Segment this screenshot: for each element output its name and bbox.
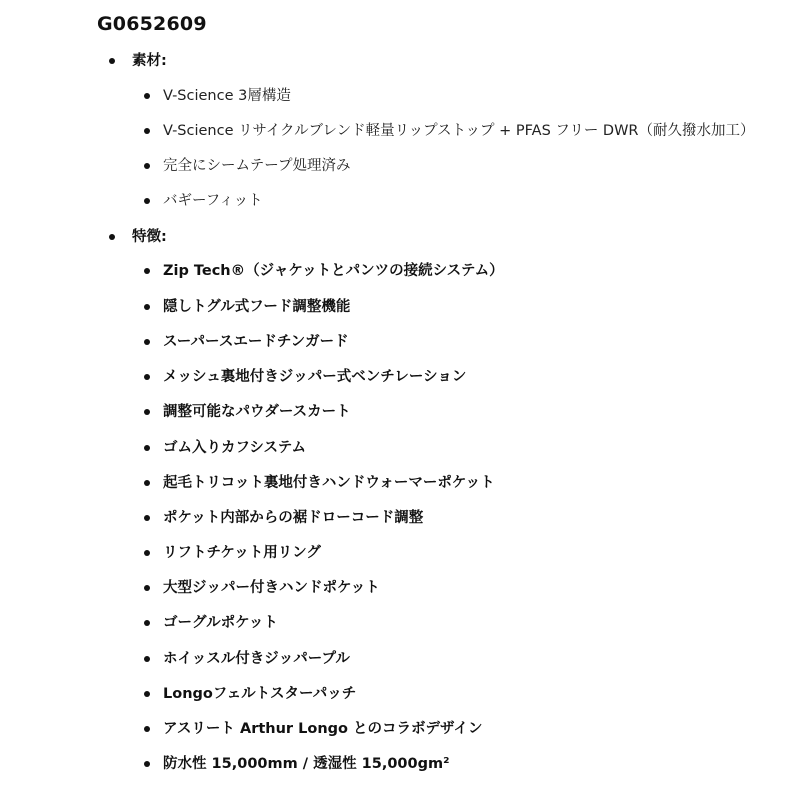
item-bullet xyxy=(144,480,150,486)
item-bullet xyxy=(144,163,150,169)
list-item-text: 隠しトグル式フード調整機能 xyxy=(163,299,351,315)
list-item xyxy=(0,541,800,565)
list-item-text: 起毛トリコット裏地付きハンドウォーマーポケット xyxy=(163,475,495,491)
list-item xyxy=(0,752,800,776)
list-item-text: アスリート Arthur Longo とのコラボデザイン xyxy=(163,721,483,737)
item-bullet xyxy=(144,93,150,99)
list-item-text: リフトチケット用リング xyxy=(163,545,321,561)
list-item-text: Zip Tech®（ジャケットとパンツの接続システム） xyxy=(163,263,504,279)
list-item xyxy=(0,84,800,108)
list-item-text: V-Science 3層構造 xyxy=(163,88,291,104)
list-item xyxy=(0,154,800,178)
item-bullet xyxy=(144,445,150,451)
list-item xyxy=(0,400,800,424)
list-item xyxy=(0,119,800,143)
list-item-text: ゴム入りカフシステム xyxy=(163,440,306,456)
materials-label: 素材: xyxy=(132,53,167,69)
item-bullet xyxy=(144,268,150,274)
item-bullet xyxy=(144,128,150,134)
section-bullet xyxy=(109,58,115,64)
list-item-text: 防水性 15,000mm / 透湿性 15,000gm² xyxy=(163,756,450,772)
list-item-text: バギーフィット xyxy=(163,193,263,209)
item-bullet xyxy=(144,515,150,521)
item-bullet xyxy=(144,374,150,380)
list-item-text: 完全にシームテープ処理済み xyxy=(163,158,351,174)
features-label: 特徴: xyxy=(132,229,167,245)
list-item xyxy=(0,436,800,460)
list-item xyxy=(0,330,800,354)
item-bullet xyxy=(144,761,150,767)
list-item xyxy=(0,471,800,495)
list-item xyxy=(0,506,800,530)
item-bullet xyxy=(144,726,150,732)
list-item xyxy=(0,682,800,706)
list-item-text: V-Science リサイクルブレンド軽量リップストップ + PFAS フリー DWR（耐久撥水加工） xyxy=(163,123,755,139)
list-item-text: メッシュ裏地付きジッパー式ベンチレーション xyxy=(163,369,467,385)
section-bullet xyxy=(109,234,115,240)
item-bullet xyxy=(144,550,150,556)
list-item xyxy=(0,611,800,635)
list-item-text: スーパースエードチンガード xyxy=(163,334,349,350)
item-bullet xyxy=(144,691,150,697)
list-item-text: 調整可能なパウダースカート xyxy=(163,404,351,420)
list-item-text: 大型ジッパー付きハンドポケット xyxy=(163,580,380,596)
item-bullet xyxy=(144,409,150,415)
list-item-text: ホイッスル付きジッパープル xyxy=(163,651,350,667)
product-code-title: G0652609 xyxy=(97,13,207,35)
list-item xyxy=(0,189,800,213)
item-bullet xyxy=(144,198,150,204)
list-item xyxy=(0,647,800,671)
list-item xyxy=(0,717,800,741)
item-bullet xyxy=(144,620,150,626)
item-bullet xyxy=(144,339,150,345)
list-item-text: Longoフェルトスターパッチ xyxy=(163,686,357,702)
list-item-text: ポケット内部からの裾ドローコード調整 xyxy=(163,510,424,526)
list-item xyxy=(0,259,800,283)
list-item xyxy=(0,576,800,600)
list-item xyxy=(0,295,800,319)
list-item xyxy=(0,365,800,389)
list-item-text: ゴーグルポケット xyxy=(163,615,278,631)
item-bullet xyxy=(144,304,150,310)
item-bullet xyxy=(144,585,150,591)
item-bullet xyxy=(144,656,150,662)
